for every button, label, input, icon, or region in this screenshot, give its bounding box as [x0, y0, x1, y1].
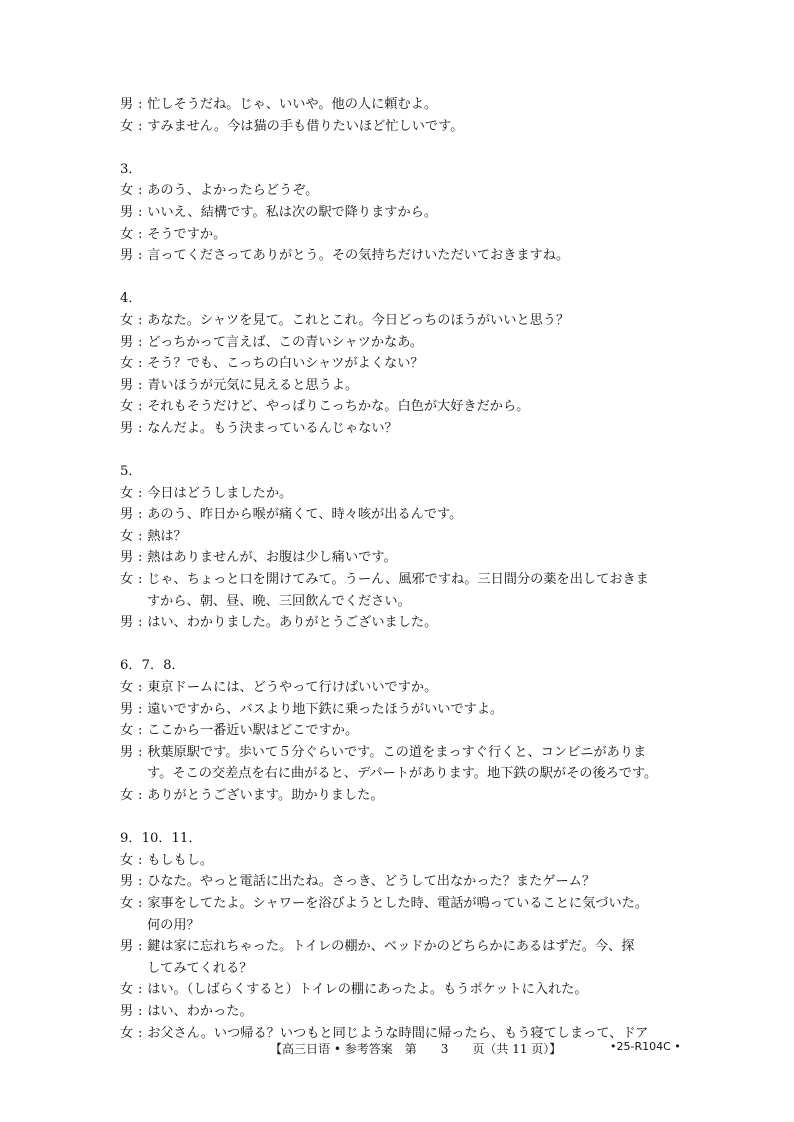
speaker-colon: :: [137, 226, 143, 242]
dialogue-text: いいえ、結構です。私は次の駅で降りますから。: [147, 204, 438, 220]
speaker-label: 女: [120, 982, 134, 998]
speaker-colon: :: [137, 399, 143, 415]
speaker-label: 男: [120, 204, 134, 220]
dialogue-line: [120, 375, 680, 397]
speaker-colon: :: [137, 183, 143, 199]
dialogue-line: [120, 224, 680, 246]
speaker-label: 女: [120, 680, 134, 696]
speaker-label: 女: [120, 118, 134, 134]
speaker-label: 男: [120, 507, 134, 523]
speaker-label: 男: [120, 550, 134, 566]
speaker-colon: :: [137, 97, 143, 112]
speaker-label: 男: [120, 1003, 134, 1019]
speaker-label: 男: [120, 334, 134, 350]
dialogue-text: 言ってくださってありがとう。その気持ちだけいただいておきますね。: [147, 248, 570, 264]
speaker-colon: :: [137, 874, 143, 890]
speaker-label: 女: [120, 723, 134, 739]
dialogue-text: 熱はありませんが、お腹は少し痛いです。: [147, 550, 397, 566]
dialogue-line: [120, 893, 680, 915]
speaker-label: 男: [120, 744, 134, 760]
dialogue-text: 鍵は家に忘れちゃった。トイレの棚か、ベッドかのどちらかにあるはずだ。今、探: [147, 939, 635, 955]
speaker-label: 女: [120, 485, 134, 501]
dialogue-line: [120, 742, 680, 764]
dialogue-line: [120, 418, 680, 440]
question-number: 9．10．11．: [120, 831, 202, 847]
dialogue-text: それもそうだけど、やっぱりこっちかな。白色が大好きだから。: [147, 399, 530, 415]
dialogue-text-continued: してみてくれる？: [147, 960, 253, 976]
dialogue-text: お父さん。いつ帰る？いつもと同じような時間に帰ったら、もう寝てしまって、ドア: [147, 1025, 649, 1041]
dialogue-text: 家事をしてたよ。シャワーを浴びようとした時、電話が鳴っていることに気づいた。: [147, 895, 649, 911]
dialogue-line: [120, 547, 680, 569]
speaker-colon: :: [137, 572, 143, 588]
dialogue-text: 今日はどうしましたか。: [147, 485, 293, 501]
speaker-colon: :: [137, 204, 143, 220]
footer-open-bracket: 【: [270, 1042, 283, 1056]
dialogue-line: [120, 569, 680, 591]
speaker-label: 女: [120, 312, 134, 328]
footer-page-prefix: 第: [404, 1042, 417, 1056]
speaker-colon: :: [137, 701, 143, 717]
question-number: 5．: [120, 464, 142, 480]
dialogue-text: あなた。シャツを見て。これとこれ。今日どっちのほうがいいと思う？: [147, 312, 570, 328]
speaker-label: 男: [120, 939, 134, 955]
dialogue-text: 秋葉原駅です。歩いて５分ぐらいです。この道をまっすぐ行くと、コンビニがありま: [147, 744, 647, 760]
speaker-colon: :: [137, 356, 143, 372]
speaker-label: 男: [120, 248, 134, 264]
speaker-label: 女: [120, 1025, 134, 1041]
dialogue-text: ひなた。やっと電話に出たね。さっき、どうして出なかった？またゲーム？: [147, 874, 596, 890]
dialogue-text: そう？でも、こっちの白いシャツがよくない？: [147, 356, 424, 372]
dialogue-text: じゃ、ちょっと口を開けてみて。うーん、風邪ですね。三日間分の薬を出しておきま: [147, 572, 649, 588]
dialogue-line: [120, 245, 680, 267]
speaker-colon: :: [137, 334, 143, 350]
dialogue-text-continued: 何の用？: [147, 917, 200, 933]
speaker-colon: :: [137, 485, 143, 501]
speaker-colon: :: [137, 377, 143, 393]
speaker-colon: :: [137, 1003, 143, 1019]
dialogue-line: [120, 785, 680, 807]
dialogue-line: [120, 699, 680, 721]
dialogue-line: [120, 936, 680, 958]
speaker-label: 女: [120, 399, 134, 415]
dialogue-line: [120, 979, 680, 1001]
dialogue-text: すみません。今は猫の手も借りたいほど忙しいです。: [147, 118, 464, 134]
footer-page-info: [270, 1040, 561, 1057]
dialogue-text: 忙しそうだね。じゃ、いいや。他の人に頼むよ。: [147, 97, 438, 112]
dialogue-text-continued: すから、朝、昼、晩、三回飲んでください。: [147, 593, 411, 609]
speaker-colon: :: [137, 744, 143, 760]
footer-close-bracket: 】: [549, 1042, 562, 1056]
speaker-label: 女: [120, 895, 134, 911]
dialogue-text: ここから一番近い駅はどこですか。: [147, 723, 359, 739]
dialogue-line: [120, 612, 680, 634]
footer-title: 高三日语 • 参考答案: [282, 1042, 393, 1056]
dialogue-text: はい。（しばらくすると）トイレの棚にあったよ。もうポケットに入れた。: [147, 982, 588, 998]
dialogue-line: [120, 332, 680, 354]
dialogue-line: [120, 526, 680, 548]
dialogue-line: [120, 94, 680, 116]
dialogue-line: [120, 871, 680, 893]
speaker-colon: :: [137, 939, 143, 955]
dialogue-text: はい、わかった。: [147, 1003, 253, 1019]
speaker-colon: :: [137, 550, 143, 566]
speaker-colon: :: [137, 723, 143, 739]
question-number: 6．7．8．: [120, 658, 185, 674]
speaker-colon: :: [137, 852, 143, 868]
dialogue-line: [120, 202, 680, 224]
dialogue-line: [120, 850, 680, 872]
dialogue-line: [120, 396, 680, 418]
speaker-colon: :: [137, 615, 143, 631]
speaker-colon: :: [137, 507, 143, 523]
dialogue-text: はい、わかりました。ありがとうございました。: [147, 615, 438, 631]
speaker-label: 男: [120, 701, 134, 717]
speaker-colon: :: [137, 528, 143, 544]
dialogue-text-continued: す。そこの交差点を右に曲がると、デパートがあります。地下鉄の駅がその後ろです。: [147, 766, 658, 782]
speaker-label: 女: [120, 226, 134, 242]
dialogue-text: ありがとうございます。助かりました。: [147, 788, 384, 803]
speaker-colon: :: [137, 680, 143, 696]
dialogue-text: なんだよ。もう決まっているんじゃない？: [147, 420, 398, 436]
footer-page-suffix: 页（共 11 页）: [472, 1042, 550, 1056]
speaker-label: 女: [120, 183, 134, 199]
speaker-label: 女: [120, 528, 134, 544]
dialogue-text: もしもし。: [147, 852, 214, 868]
footer-code: •25-R104C •: [610, 1040, 681, 1053]
question-number: 3．: [120, 161, 142, 177]
dialogue-line: [120, 504, 680, 526]
dialogue-text: そうですか。: [147, 226, 227, 242]
dialogue-text: 遠いですから、バスより地下鉄に乗ったほうがいいですよ。: [147, 701, 504, 717]
dialogue-text: あのう、昨日から喉が痛くて、時々咳が出るんです。: [147, 507, 463, 523]
dialogue-line: [120, 116, 680, 138]
dialogue-line: [120, 720, 680, 742]
page-footer: [0, 1040, 794, 1062]
dialogue-text: 東京ドームには、どうやって行けばいいですか。: [147, 680, 438, 696]
speaker-colon: :: [137, 788, 143, 803]
speaker-label: 男: [120, 874, 134, 890]
speaker-label: 女: [120, 356, 134, 372]
speaker-colon: :: [137, 982, 143, 998]
dialogue-line: [120, 1001, 680, 1023]
speaker-label: 女: [120, 572, 134, 588]
question-number: 4．: [120, 291, 142, 307]
dialogue-line: [120, 483, 680, 505]
dialogue-line: [120, 353, 680, 375]
speaker-label: 男: [120, 615, 134, 631]
speaker-colon: :: [137, 895, 143, 911]
speaker-label: 男: [120, 97, 134, 112]
speaker-colon: :: [137, 312, 143, 328]
speaker-colon: :: [137, 118, 143, 134]
dialogue-content: [120, 94, 680, 1044]
speaker-colon: :: [137, 1025, 143, 1041]
dialogue-text: 熱は？: [147, 528, 187, 544]
dialogue-text: あのう、よかったらどうぞ。: [147, 183, 319, 199]
dialogue-line: [120, 180, 680, 202]
speaker-label: 男: [120, 420, 134, 436]
speaker-label: 女: [120, 852, 134, 868]
dialogue-line: [120, 677, 680, 699]
speaker-colon: :: [137, 248, 143, 264]
dialogue-text: どっちかって言えば、この青いシャツかなあ。: [147, 334, 424, 350]
speaker-label: 男: [120, 377, 134, 393]
speaker-colon: :: [137, 420, 143, 436]
dialogue-line: [120, 310, 680, 332]
footer-page-number: 3: [440, 1042, 449, 1056]
speaker-label: 女: [120, 788, 134, 803]
dialogue-text: 青いほうが元気に見えると思うよ。: [147, 377, 359, 393]
